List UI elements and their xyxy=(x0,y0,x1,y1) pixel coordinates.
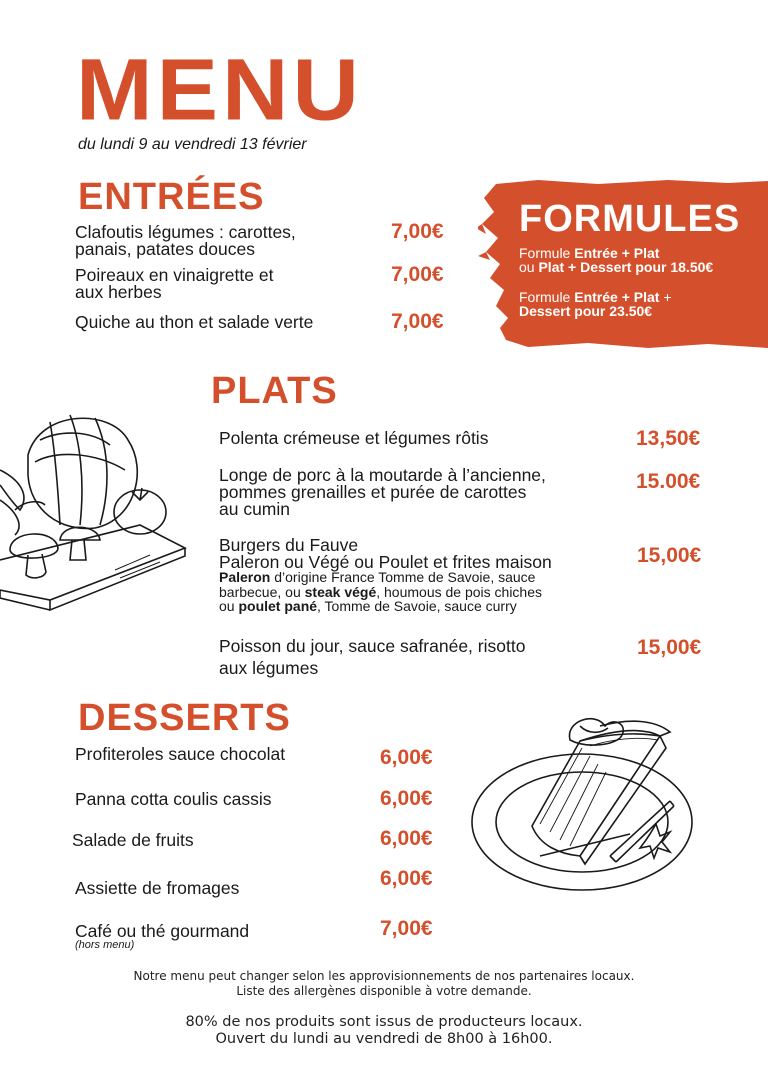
entree-item-1-line1: Clafoutis légumes : carottes, xyxy=(75,222,296,242)
entree-item-2-line1: Poireaux en vinaigrette et xyxy=(75,265,274,285)
plats-title: PLATS xyxy=(211,370,338,412)
menu-title: MENU xyxy=(76,41,363,139)
formule-2-text-d: Dessert xyxy=(519,303,571,319)
dessert-item-3: Salade de fruits xyxy=(72,830,194,850)
entree-item-3: Quiche au thon et salade verte xyxy=(75,312,314,332)
plat-item-1: Polenta crémeuse et légumes rôtis xyxy=(219,428,489,448)
plat-item-4-line2: aux légumes xyxy=(219,658,319,678)
plat-item-2-line2: pommes grenailles et purée de carottes xyxy=(219,482,527,502)
entree-item-1 xyxy=(75,224,296,258)
detail-steak-vege: steak végé xyxy=(304,583,377,600)
dessert-price-1: 6,00€ xyxy=(380,746,433,769)
detail-text-5: , Tomme de Savoie, sauce curry xyxy=(317,598,517,614)
plat-item-2-line3: au cumin xyxy=(219,499,291,519)
plat-item-4 xyxy=(219,638,525,677)
formule-2 xyxy=(519,290,672,318)
detail-poulet-pane: poulet pané xyxy=(238,598,318,614)
footer-line-2: Ouvert du lundi au vendredi de 8h00 à 16h00. xyxy=(215,1031,553,1047)
desserts-title: DESSERTS xyxy=(78,697,291,739)
entrees-title: ENTRÉES xyxy=(78,176,265,218)
footer-note-1: Notre menu peut changer selon les approvisionnements de nos partenaires locaux. xyxy=(133,969,635,983)
plat-price-4: 15,00€ xyxy=(637,636,702,659)
formule-1-text-c: ou xyxy=(519,259,539,275)
footer-line-1: 80% de nos produits sont issus de producteurs locaux. xyxy=(185,1014,583,1030)
detail-text-4: ou xyxy=(219,598,239,614)
dessert-item-5-note: (hors menu) xyxy=(75,939,135,951)
detail-paleron: Paleron xyxy=(219,569,271,585)
entree-item-2-line2: aux herbes xyxy=(75,282,162,302)
plat-item-2 xyxy=(219,467,546,518)
plat-item-3 xyxy=(219,537,552,571)
formule-2-text-c: + xyxy=(659,289,672,305)
dessert-price-4: 6,00€ xyxy=(380,867,433,890)
dessert-price-3: 6,00€ xyxy=(380,827,433,850)
formule-2-text-b: Entrée + Plat xyxy=(574,289,660,305)
detail-text-1: d’origine France Tomme de Savoie, sauce xyxy=(270,569,536,585)
dessert-price-5: 7,00€ xyxy=(380,917,433,940)
plat-item-3-detail xyxy=(219,570,542,614)
entree-price-2: 7,00€ xyxy=(391,263,444,286)
detail-text-2: barbecue, ou xyxy=(219,583,305,600)
formule-1-text-d: Plat + Dessert xyxy=(538,259,632,275)
formule-1-text-b: Entrée + Plat xyxy=(574,245,660,261)
plat-item-4-line1: Poisson du jour, sauce safranée, risotto xyxy=(219,636,526,656)
pie-slice-illustration xyxy=(470,706,696,896)
entree-item-1-line2: panais, patates douces xyxy=(75,239,255,259)
dessert-item-4: Assiette de fromages xyxy=(75,878,240,898)
detail-text-3: , houmous de pois chiches xyxy=(376,583,542,600)
dessert-price-2: 6,00€ xyxy=(380,787,433,810)
plat-price-3: 15,00€ xyxy=(637,544,702,567)
plat-item-2-line1: Longe de porc à la moutarde à l’ancienne, xyxy=(219,465,546,485)
plat-price-1: 13,50€ xyxy=(636,427,701,450)
dessert-item-1: Profiteroles sauce chocolat xyxy=(75,744,286,764)
formule-1-text-a: Formule xyxy=(519,245,575,261)
plat-item-3-line2: Paleron ou Végé ou Poulet et frites maison xyxy=(219,552,552,572)
entree-price-1: 7,00€ xyxy=(391,220,444,243)
plat-item-3-line1: Burgers du Fauve xyxy=(219,535,359,555)
dessert-item-5: Café ou thé gourmand xyxy=(75,921,250,941)
menu-dates: du lundi 9 au vendredi 13 février xyxy=(78,136,307,153)
entree-price-3: 7,00€ xyxy=(391,310,444,333)
formule-2-price: pour 23.50€ xyxy=(570,303,653,319)
formule-1-price: pour 18.50€ xyxy=(631,259,714,275)
footer-note-2: Liste des allergènes disponible à votre demande. xyxy=(236,984,532,998)
formule-1 xyxy=(519,246,713,274)
vegetables-illustration xyxy=(0,400,200,615)
dessert-item-2: Panna cotta coulis cassis xyxy=(75,789,272,809)
formules-title: FORMULES xyxy=(519,198,741,240)
entree-item-2 xyxy=(75,267,273,301)
plat-price-2: 15.00€ xyxy=(636,470,701,493)
formule-2-text-a: Formule xyxy=(519,289,575,305)
